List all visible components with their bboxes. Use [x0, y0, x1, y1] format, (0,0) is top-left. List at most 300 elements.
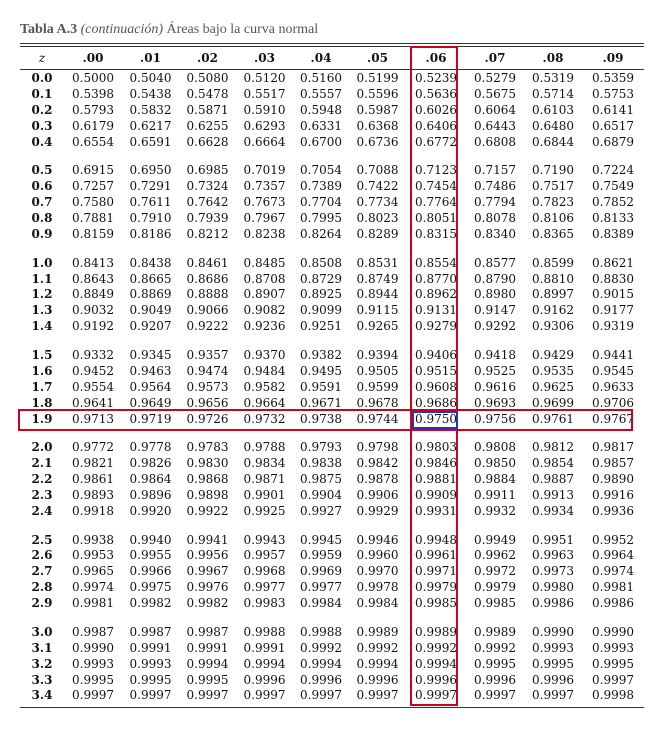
table-cell: 0.9993 — [129, 656, 172, 671]
table-cell: 0.9418 — [474, 347, 516, 362]
z-value: 1.2 — [31, 287, 53, 302]
table-cell: 0.6700 — [300, 134, 342, 149]
table-cell: 0.9992 — [356, 640, 399, 655]
z-value: 0.5 — [31, 163, 53, 178]
table-cell: 0.9115 — [356, 303, 399, 318]
z-value: 1.1 — [31, 271, 53, 286]
table-cell: 0.9803 — [415, 440, 457, 455]
table-cell: 0.6591 — [129, 134, 172, 149]
table-cell: 0.9868 — [186, 472, 229, 486]
table-cell: 0.9817 — [592, 440, 634, 455]
table-cell: 0.9793 — [300, 440, 342, 455]
table-cell: 0.9693 — [474, 395, 516, 410]
table-cell: 0.7123 — [415, 163, 457, 178]
table-cell: 0.7291 — [129, 179, 172, 194]
column-header: .09 — [602, 51, 624, 65]
table-cell: 0.9162 — [532, 303, 574, 318]
table-cell: 0.9177 — [592, 303, 634, 318]
table-cell: 0.9994 — [415, 656, 457, 671]
table-cell: 0.9993 — [532, 640, 574, 655]
table-cell: 0.9875 — [300, 472, 342, 486]
table-cell: 0.9969 — [300, 564, 342, 579]
table-cell: 0.9515 — [415, 363, 457, 378]
caption-note: (continuación) — [80, 22, 163, 37]
table-cell: 0.7823 — [532, 195, 574, 210]
column-header: .07 — [484, 51, 506, 65]
table-cell: 0.8023 — [356, 211, 399, 225]
table-cell: 0.8749 — [356, 271, 399, 286]
table-cell: 0.9573 — [186, 379, 229, 394]
table-cell: 0.7764 — [415, 195, 457, 210]
table-cell: 0.8869 — [129, 287, 172, 302]
table-cell: 0.9925 — [243, 503, 286, 518]
highlight-column-box — [410, 46, 458, 706]
table-cell: 0.9864 — [129, 472, 172, 486]
table-cell: 0.9554 — [72, 379, 114, 394]
table-cell: 0.9996 — [532, 672, 574, 687]
table-cell: 0.9772 — [72, 440, 114, 455]
table-cell: 0.6985 — [186, 163, 229, 178]
table-cell: 0.9986 — [592, 596, 634, 611]
table-cell: 0.9871 — [243, 472, 286, 486]
table-cell: 0.9633 — [592, 379, 634, 394]
table-cell: 0.9345 — [129, 347, 172, 362]
table-cell: 0.9265 — [356, 319, 399, 334]
z-value: 0.3 — [31, 118, 53, 133]
table-cell: 0.9931 — [415, 503, 457, 518]
table-cell: 0.5319 — [532, 71, 574, 85]
column-header: .00 — [82, 51, 104, 65]
z-value: 0.4 — [31, 134, 53, 149]
z-value: 3.4 — [31, 688, 53, 703]
table-cell: 0.9997 — [300, 688, 342, 703]
table-cell: 0.9750 — [415, 411, 457, 426]
table-cell: 0.8577 — [474, 255, 516, 270]
table-cell: 0.9778 — [129, 440, 172, 455]
table-cell: 0.9236 — [243, 319, 286, 334]
table-cell: 0.6664 — [243, 134, 286, 149]
table-cell: 0.9719 — [129, 411, 172, 426]
table-cell: 0.9842 — [356, 456, 399, 471]
column-header-z: z — [38, 51, 46, 65]
table-cell: 0.8599 — [532, 255, 574, 270]
table-cell: 0.9983 — [243, 596, 286, 611]
z-value: 2.1 — [31, 456, 53, 471]
table-cell: 0.7967 — [243, 211, 286, 225]
z-value: 1.0 — [31, 255, 53, 270]
table-cell: 0.9994 — [300, 656, 342, 671]
table-cell: 0.9625 — [532, 379, 574, 394]
table-cell: 0.6103 — [532, 102, 574, 117]
table-cell: 0.8264 — [300, 226, 342, 241]
table-cell: 0.9920 — [129, 503, 172, 518]
column-header: .02 — [197, 51, 218, 65]
table-cell: 0.9968 — [243, 564, 286, 579]
column-header: .03 — [254, 51, 275, 65]
table-cell: 0.8389 — [592, 226, 634, 241]
table-cell: 0.7611 — [129, 195, 172, 210]
table-cell: 0.9982 — [186, 596, 229, 611]
table-cell: 0.9957 — [243, 548, 286, 563]
table-cell: 0.9599 — [356, 379, 399, 394]
table-cell: 0.8810 — [532, 271, 574, 286]
table-cell: 0.9857 — [592, 456, 634, 471]
table-cell: 0.5517 — [243, 86, 286, 101]
table-cell: 0.9927 — [300, 503, 342, 518]
table-cell: 0.9986 — [532, 596, 574, 611]
table-cell: 0.9997 — [72, 688, 114, 703]
table-cell: 0.5000 — [72, 71, 114, 85]
table-cell: 0.9904 — [300, 487, 342, 502]
table-cell: 0.9484 — [243, 363, 286, 378]
table-cell: 0.9981 — [592, 580, 634, 595]
table-cell: 0.5438 — [129, 86, 172, 101]
table-cell: 0.9744 — [356, 411, 399, 426]
table-cell: 0.9463 — [129, 363, 172, 378]
table-cell: 0.8531 — [356, 255, 399, 270]
table-cell: 0.6950 — [129, 163, 172, 178]
table-cell: 0.9909 — [415, 487, 457, 502]
table-cell: 0.6443 — [474, 118, 516, 133]
table-cell: 0.6217 — [129, 118, 172, 133]
table-cell: 0.9015 — [592, 287, 634, 302]
table-cell: 0.9147 — [474, 303, 516, 318]
table-cell: 0.9991 — [186, 640, 229, 655]
table-cell: 0.9767 — [592, 411, 634, 426]
table-cell: 0.9997 — [532, 688, 574, 703]
table-cell: 0.9956 — [186, 548, 229, 563]
table-cell: 0.9984 — [300, 596, 342, 611]
table-cell: 0.9357 — [186, 347, 229, 362]
z-value: 2.4 — [31, 503, 53, 518]
table-cell: 0.6141 — [592, 102, 634, 117]
table-cell: 0.9608 — [415, 379, 457, 394]
table-cell: 0.6480 — [532, 118, 574, 133]
table-cell: 0.6179 — [72, 118, 114, 133]
table-cell: 0.9319 — [592, 319, 634, 334]
z-value: 0.7 — [31, 195, 53, 210]
table-cell: 0.5557 — [300, 86, 342, 101]
table-cell: 0.6628 — [186, 134, 229, 149]
table-cell: 0.9978 — [356, 580, 399, 595]
table-cell: 0.9495 — [300, 363, 342, 378]
table-cell: 0.9967 — [186, 564, 229, 579]
table-cell: 0.9949 — [474, 532, 516, 547]
table-cell: 0.9994 — [243, 656, 286, 671]
table-cell: 0.9830 — [186, 456, 229, 471]
table-cell: 0.8438 — [129, 255, 172, 270]
caption-title: Áreas bajo la curva normal — [166, 22, 319, 37]
table-cell: 0.8907 — [243, 287, 286, 302]
table-cell: 0.9664 — [243, 395, 286, 410]
table-cell: 0.7704 — [300, 195, 342, 210]
table-cell: 0.9893 — [72, 487, 114, 502]
table-cell: 0.9306 — [532, 319, 574, 334]
z-value: 2.5 — [31, 532, 53, 547]
highlight-row-box — [18, 409, 633, 431]
table-cell: 0.5199 — [356, 71, 399, 85]
table-cell: 0.9834 — [243, 456, 286, 471]
table-cell: 0.7224 — [592, 163, 634, 178]
table-cell: 0.9990 — [592, 624, 634, 639]
table-cell: 0.9911 — [474, 487, 516, 502]
z-value: 1.6 — [31, 363, 53, 378]
table-cell: 0.9997 — [592, 672, 634, 687]
z-value: 0.8 — [31, 211, 53, 225]
z-value: 0.6 — [31, 179, 53, 194]
table-cell: 0.9972 — [474, 564, 516, 579]
table-cell: 0.9761 — [532, 411, 574, 426]
table-cell: 0.9995 — [129, 672, 172, 687]
table-cell: 0.8888 — [186, 287, 229, 302]
table-cell: 0.9997 — [243, 688, 286, 703]
table-cell: 0.9406 — [415, 347, 457, 362]
table-cell: 0.9049 — [129, 303, 172, 318]
table-cell: 0.8315 — [415, 226, 457, 241]
table-cell: 0.8212 — [186, 226, 229, 241]
table-cell: 0.7019 — [243, 163, 286, 178]
table-cell: 0.9993 — [72, 656, 114, 671]
table-cell: 0.9429 — [532, 347, 574, 362]
table-cell: 0.9991 — [243, 640, 286, 655]
z-value: 1.7 — [31, 379, 53, 394]
table-cell: 0.7324 — [186, 179, 229, 194]
table-cell: 0.9826 — [129, 456, 172, 471]
table-cell: 0.8708 — [243, 271, 286, 286]
table-cell: 0.8186 — [129, 226, 172, 241]
z-value: 1.4 — [31, 319, 53, 334]
table-cell: 0.8461 — [186, 255, 229, 270]
table-cell: 0.9838 — [300, 456, 342, 471]
table-cell: 0.9881 — [415, 472, 457, 486]
table-cell: 0.9726 — [186, 411, 229, 426]
table-cell: 0.7995 — [300, 211, 342, 225]
table-cell: 0.9756 — [474, 411, 516, 426]
table-cell: 0.9898 — [186, 487, 229, 502]
table-cell: 0.7910 — [129, 211, 172, 225]
table-cell: 0.9936 — [592, 503, 634, 518]
table-cell: 0.9974 — [592, 564, 634, 579]
table-cell: 0.9995 — [532, 656, 574, 671]
table-cell: 0.9997 — [474, 688, 516, 703]
table-cell: 0.5871 — [186, 102, 229, 117]
table-cell: 0.9890 — [592, 472, 634, 486]
table-cell: 0.9992 — [415, 640, 457, 655]
z-value: 2.6 — [31, 548, 53, 563]
table-cell: 0.9970 — [356, 564, 399, 579]
table-cell: 0.6736 — [356, 134, 399, 149]
column-header: .08 — [542, 51, 564, 65]
table-cell: 0.9686 — [415, 395, 457, 410]
table-cell: 0.9995 — [474, 656, 516, 671]
table-cell: 0.5080 — [186, 71, 229, 85]
table-cell: 0.5040 — [129, 71, 172, 85]
table-cell: 0.5160 — [300, 71, 342, 85]
table-cell: 0.9821 — [72, 456, 114, 471]
table-cell: 0.9975 — [129, 580, 172, 595]
z-value: 0.2 — [31, 102, 53, 117]
table-cell: 0.8770 — [415, 271, 457, 286]
table-cell: 0.5832 — [129, 102, 172, 117]
table-cell: 0.9985 — [474, 596, 516, 611]
table-cell: 0.9952 — [592, 532, 634, 547]
table-cell: 0.9989 — [474, 624, 516, 639]
column-header: .01 — [140, 51, 161, 65]
table-cell: 0.9946 — [356, 532, 399, 547]
z-value: 3.0 — [31, 624, 53, 639]
table-cell: 0.8508 — [300, 255, 342, 270]
table-cell: 0.9616 — [474, 379, 516, 394]
table-cell: 0.5910 — [243, 102, 286, 117]
table-cell: 0.9918 — [72, 503, 114, 518]
table-cell: 0.5987 — [356, 102, 399, 117]
table-cell: 0.9929 — [356, 503, 399, 518]
table-cell: 0.9995 — [592, 656, 634, 671]
table-cell: 0.9953 — [72, 548, 114, 563]
z-value: 0.1 — [31, 86, 53, 101]
table-cell: 0.9798 — [356, 440, 399, 455]
table-cell: 0.9525 — [474, 363, 516, 378]
table-cell: 0.7389 — [300, 179, 342, 194]
table-cell: 0.9996 — [474, 672, 516, 687]
table-cell: 0.9861 — [72, 472, 114, 486]
table-cell: 0.8665 — [129, 271, 172, 286]
table-cell: 0.9997 — [186, 688, 229, 703]
table-cell: 0.9887 — [532, 472, 574, 486]
table-cell: 0.9591 — [300, 379, 342, 394]
table-cell: 0.9649 — [129, 395, 172, 410]
table-cell: 0.9641 — [72, 395, 114, 410]
table-cell: 0.9979 — [415, 580, 457, 595]
table-cell: 0.9207 — [129, 319, 172, 334]
table-cell: 0.9706 — [592, 395, 634, 410]
table-cell: 0.6331 — [300, 118, 342, 133]
table-cell: 0.9099 — [300, 303, 342, 318]
table-cell: 0.8849 — [72, 287, 114, 302]
table-cell: 0.9966 — [129, 564, 172, 579]
table-cell: 0.8289 — [356, 226, 399, 241]
z-value: 1.8 — [31, 395, 53, 410]
z-value: 0.9 — [31, 226, 53, 241]
table-cell: 0.7939 — [186, 211, 229, 225]
table-cell: 0.6293 — [243, 118, 286, 133]
table-cell: 0.8485 — [243, 255, 286, 270]
table-cell: 0.9998 — [592, 688, 634, 703]
z-value: 3.2 — [31, 656, 53, 671]
table-cell: 0.9987 — [186, 624, 229, 639]
table-cell: 0.8106 — [532, 211, 574, 225]
table-cell: 0.8159 — [72, 226, 114, 241]
table-cell: 0.9995 — [72, 672, 114, 687]
table-cell: 0.8790 — [474, 271, 516, 286]
table-cell: 0.9985 — [415, 596, 457, 611]
table-cell: 0.7549 — [592, 179, 634, 194]
table-cell: 0.6255 — [186, 118, 229, 133]
table-cell: 0.6406 — [415, 118, 457, 133]
table-cell: 0.7517 — [532, 179, 574, 194]
table-cell: 0.9938 — [72, 532, 114, 547]
table-cell: 0.9394 — [356, 347, 399, 362]
table-cell: 0.9505 — [356, 363, 399, 378]
table-cell: 0.9992 — [474, 640, 516, 655]
table-cell: 0.8365 — [532, 226, 574, 241]
table-cell: 0.9370 — [243, 347, 286, 362]
table-cell: 0.9941 — [186, 532, 229, 547]
table-cell: 0.9251 — [300, 319, 342, 334]
table-cell: 0.5636 — [415, 86, 457, 101]
table-cell: 0.6368 — [356, 118, 399, 133]
table-cell: 0.9812 — [532, 440, 574, 455]
table-cell: 0.9222 — [186, 319, 229, 334]
table-cell: 0.8238 — [243, 226, 286, 241]
table-cell: 0.9671 — [300, 395, 342, 410]
table-cell: 0.5753 — [592, 86, 634, 101]
table-cell: 0.9973 — [532, 564, 574, 579]
table-cell: 0.9980 — [532, 580, 574, 595]
table-cell: 0.9896 — [129, 487, 172, 502]
table-cell: 0.9878 — [356, 472, 399, 486]
table-cell: 0.6554 — [72, 134, 114, 149]
table-cell: 0.6517 — [592, 118, 634, 133]
table-cell: 0.9955 — [129, 548, 172, 563]
table-cell: 0.8554 — [415, 255, 457, 270]
z-value: 2.8 — [31, 580, 53, 595]
table-cell: 0.6772 — [415, 134, 457, 149]
table-cell: 0.9996 — [243, 672, 286, 687]
table-cell: 0.6844 — [532, 134, 574, 149]
table-cell: 0.7852 — [592, 195, 634, 210]
table-cell: 0.9979 — [474, 580, 516, 595]
table-cell: 0.8944 — [356, 287, 399, 302]
table-cell: 0.9977 — [243, 580, 286, 595]
table-cell: 0.9945 — [300, 532, 342, 547]
table-cell: 0.9582 — [243, 379, 286, 394]
table-cell: 0.9082 — [243, 303, 286, 318]
column-header: .04 — [310, 51, 332, 65]
table-cell: 0.9965 — [72, 564, 114, 579]
table-cell: 0.9535 — [532, 363, 574, 378]
table-cell: 0.5714 — [532, 86, 574, 101]
z-value: 3.3 — [31, 672, 53, 687]
table-cell: 0.9943 — [243, 532, 286, 547]
table-cell: 0.9959 — [300, 548, 342, 563]
table-cell: 0.9788 — [243, 440, 286, 455]
table-cell: 0.9989 — [415, 624, 457, 639]
table-cell: 0.8413 — [72, 255, 114, 270]
table-cell: 0.9192 — [72, 319, 114, 334]
table-cell: 0.7673 — [243, 195, 286, 210]
table-cell: 0.9984 — [356, 596, 399, 611]
table-cell: 0.9951 — [532, 532, 574, 547]
table-cell: 0.9032 — [72, 303, 114, 318]
table-cell: 0.7422 — [356, 179, 399, 194]
table-cell: 0.5948 — [300, 102, 342, 117]
table-cell: 0.8962 — [415, 287, 457, 302]
table-cell: 0.9441 — [592, 347, 634, 362]
z-value: 2.0 — [31, 440, 53, 455]
table-cell: 0.5120 — [243, 71, 286, 85]
table-cell: 0.9545 — [592, 363, 634, 378]
table-cell: 0.9994 — [186, 656, 229, 671]
table-cell: 0.5596 — [356, 86, 399, 101]
table-cell: 0.9989 — [356, 624, 399, 639]
table-cell: 0.6915 — [72, 163, 114, 178]
table-cell: 0.9964 — [592, 548, 634, 563]
table-cell: 0.9913 — [532, 487, 574, 502]
table-cell: 0.8925 — [300, 287, 342, 302]
table-cell: 0.9996 — [300, 672, 342, 687]
table-cell: 0.9906 — [356, 487, 399, 502]
